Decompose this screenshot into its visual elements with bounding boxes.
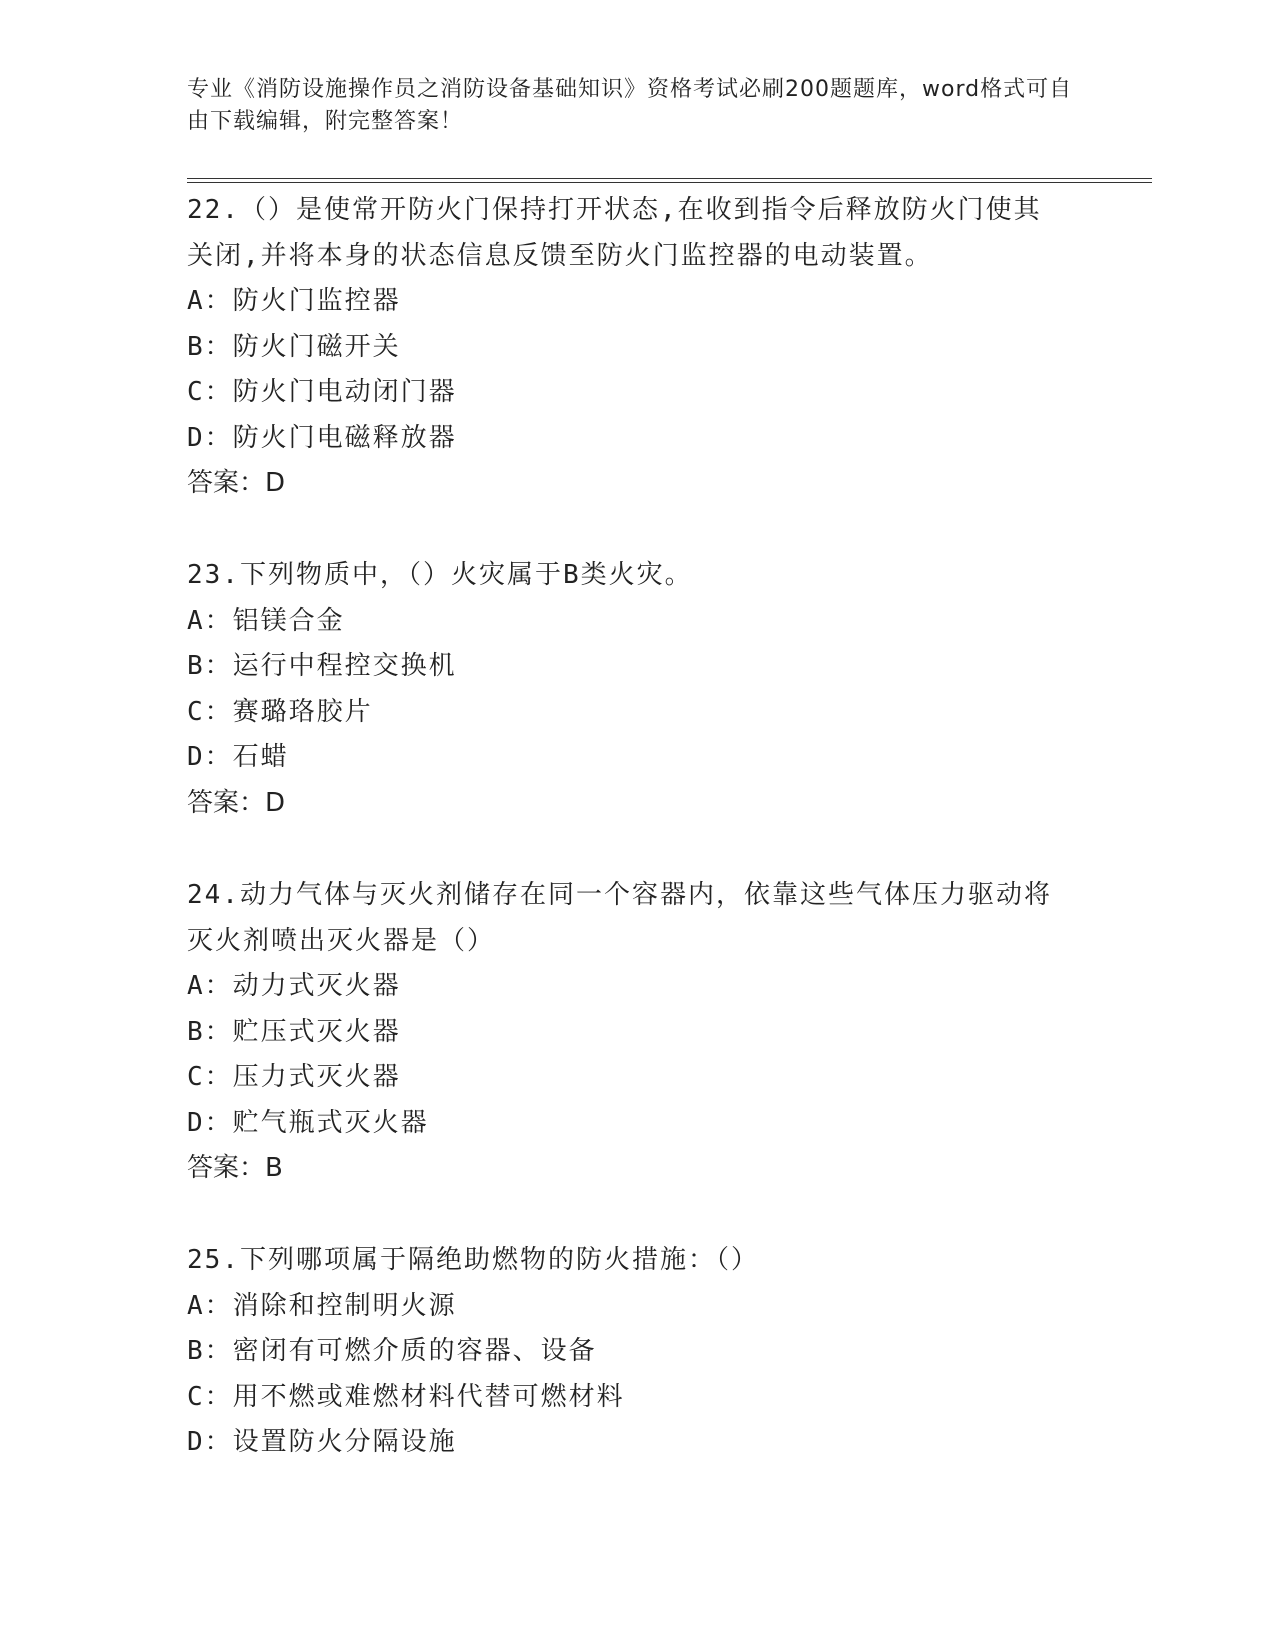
option-a: A：防火门监控器 [187,286,401,316]
header-divider-bottom [187,182,1152,183]
question-stem: 24.动力气体与灭火剂储存在同一个容器内，依靠这些气体压力驱动将灭火剂喷出灭火器是（） [187,880,1052,956]
option-a: A：消除和控制明火源 [187,1290,457,1321]
option-d: D：贮气瓶式灭火器 [187,1107,429,1138]
option-d: D：设置防火分隔设施 [187,1427,457,1457]
option-b: B：防火门磁开关 [187,331,401,362]
question-23 [187,553,1087,826]
option-a: A：动力式灭火器 [187,971,401,1001]
option-b: B：运行中程控交换机 [187,651,457,681]
header-divider-top [187,178,1152,179]
option-b: B：密闭有可燃介质的容器、设备 [187,1336,597,1366]
answer: 答案：D [187,787,286,818]
option-c: C：压力式灭火器 [187,1062,401,1092]
question-25 [187,1238,1087,1466]
question-24 [187,873,1087,1192]
question-stem: 22.（）是使常开防火门保持打开状态,在收到指令后释放防火门使其关闭,并将本身的状态信息反馈至防火门监控器的电动装置。 [187,195,1042,271]
option-d: D：防火门电磁释放器 [187,422,457,453]
question-stem: 25.下列哪项属于隔绝助燃物的防火措施：（） [187,1245,759,1275]
option-b: B：贮压式灭火器 [187,1016,401,1047]
option-a: A：铝镁合金 [187,605,345,636]
question-stem: 23.下列物质中，（）火灾属于B类火灾。 [187,560,693,590]
question-22 [187,188,1087,507]
answer: 答案：D [187,468,286,498]
option-d: D：石蜡 [187,742,289,772]
option-c: C：用不燃或难燃材料代替可燃材料 [187,1381,625,1412]
answer: 答案：B [187,1153,283,1183]
option-c: C：赛璐珞胶片 [187,696,373,727]
option-c: C：防火门电动闭门器 [187,377,457,407]
document-header: 专业《消防设施操作员之消防设备基础知识》资格考试必刷200题题库，word格式可自由下载编辑，附完整答案！ [187,77,1073,134]
